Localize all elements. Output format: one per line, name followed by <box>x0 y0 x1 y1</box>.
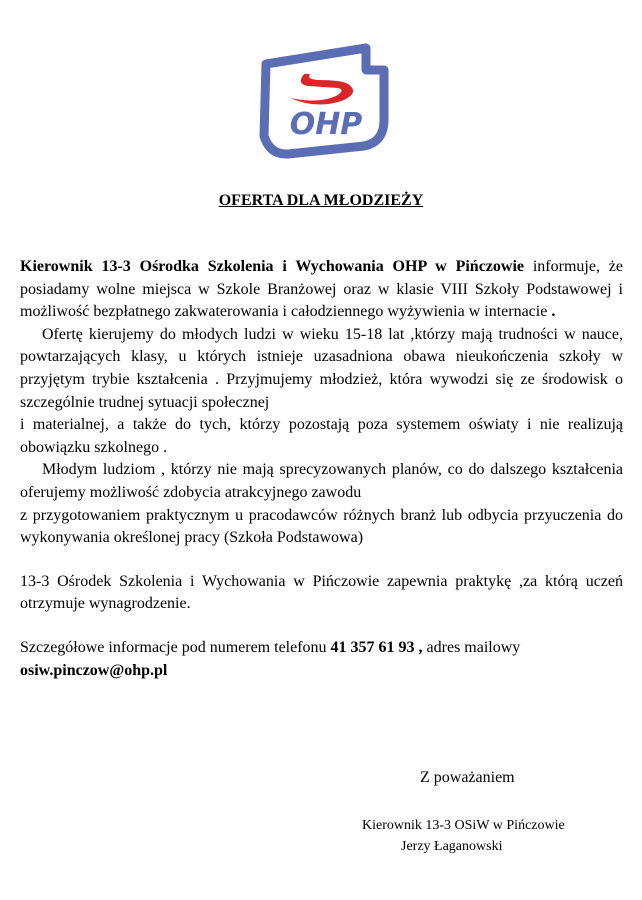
paragraph-intro <box>20 256 623 324</box>
signature-name: Jerzy Łaganowski <box>401 839 503 854</box>
intro-dot: . <box>551 303 556 321</box>
offer-text-cont: i materialnej, a także do tych, którzy pozostają poza systemem oświaty i nie realizują obowiązku szkolnego . <box>20 416 623 456</box>
paragraph-youth-cont <box>20 505 623 550</box>
ohp-logo <box>248 40 398 160</box>
signature-title: Kierownik 13-3 OSiW w Pińczowie <box>362 818 565 833</box>
page-title: OFERTA DLA MŁODZIEŻY <box>218 192 424 209</box>
youth-text-cont: z przygotowaniem praktycznym u pracodawców różnych branż lub odbycia przyuczenia do wykonywania określonej pracy (Szkoła Podstawowa) <box>20 506 623 547</box>
paragraph-contact <box>20 637 623 682</box>
practice-text: 13-3 Ośrodek Szkolenia i Wychowania w Pińczowie zapewnia praktykę ,za którą uczeń otrzymuje wynagrodzenie. <box>20 572 623 613</box>
youth-text: Młodym ludziom , którzy nie mają sprecyzowanych planów, co do dalszego kształcenia oferujemy możliwość zdobycia atrakcyjnego zawodu <box>20 461 623 501</box>
contact-phone: 41 357 61 93 , <box>330 638 423 656</box>
paragraph-practice <box>20 571 623 616</box>
intro-lead: Kierownik 13-3 Ośrodka Szkolenia i Wychowania OHP w Pińczowie <box>20 258 525 275</box>
closing-salutation: Z poważaniem <box>420 769 515 786</box>
offer-text: Ofertę kierujemy do młodych ludzi w wieku 15-18 lat ,którzy mają trudności w nauce, powtarzających klasy, u których istnieje uzasadniona obawa nieukończenia szkoły w przyjętym trybie kształcenia . Przyjmujemy młodzież, która wywodzi się ze środowisk o szczególnie trudnej sytuacji społecznej <box>20 325 623 411</box>
contact-email[interactable]: osiw.pinczow@ohp.pl <box>20 661 168 679</box>
paragraph-offer <box>20 324 623 414</box>
intro-rest: informuje, że posiadamy wolne miejsca w Szkole Branżowej oraz w klasie VIII Szkoły Podstawowej i możliwość bezpłatnego zakwaterowania i całodziennego wyżywienia w internacie <box>20 258 624 321</box>
paragraph-offer-cont <box>20 414 623 459</box>
letter-body <box>20 256 623 682</box>
contact-pre: Szczegółowe informacje pod numerem telefonu <box>20 638 331 656</box>
contact-mid: adres mailowy <box>422 638 521 656</box>
paragraph-youth <box>20 459 623 504</box>
logo-red-swoosh <box>290 74 353 105</box>
logo-text: OHP <box>289 107 363 142</box>
